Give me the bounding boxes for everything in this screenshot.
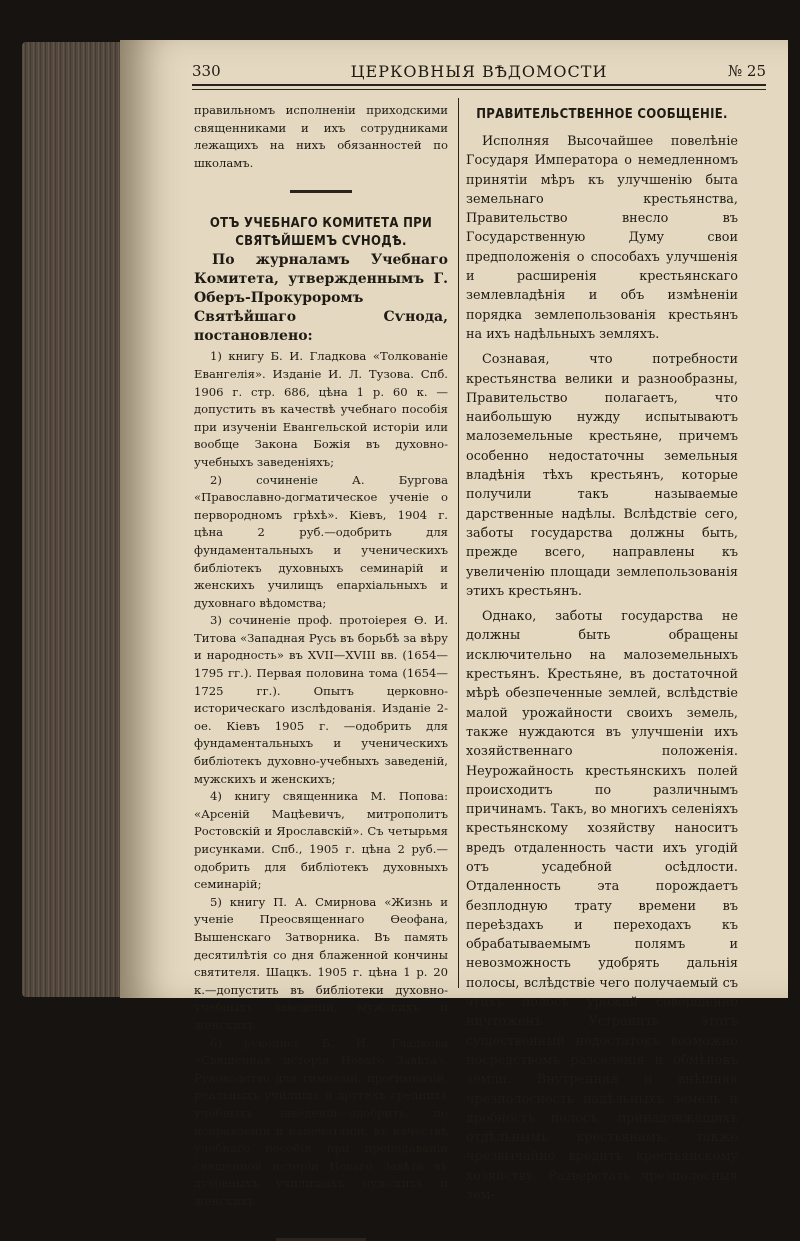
page-number: 330 <box>192 62 221 80</box>
document-page <box>120 40 788 1208</box>
list-item: 4) книгу священника М. Попова: «Арсеній Мацѣевичъ, митрополитъ Ростовскій и Ярославскій». Съ четырьмя рисунками. Спб., 1905 г. цѣна 2 руб.—одобрить для библіотекъ духовныхъ семинарій; <box>194 789 448 892</box>
section-separator <box>290 190 352 193</box>
paragraph: Сознавая, что потребности крестьянства велики и разнообразны, Правительство полагаетъ, что наибольшую нужду испытываютъ малоземельные крестьяне, причемъ особенно недостаточны земельныя владѣнія тѣхъ крестьянъ, которые получили такъ называемые дарственные надѣлы. Вслѣдствіе сего, заботы государства должны быть, прежде всего, направлены къ увеличенію площади землепользованія этихъ крестьянъ. <box>466 352 738 599</box>
page-header <box>192 60 766 86</box>
issue-number: № 25 <box>727 62 766 80</box>
book-page-edges <box>22 42 128 997</box>
paragraph: Однако, заботы государства не должны быть обращены исключительно на малоземельныхъ крестьянъ. Крестьяне, въ достаточной мѣрѣ обезпеченные землей, вслѣдствіе малой урожайности своихъ земель, также нуждаются въ улучшеніи ихъ хозяйственнаго положенія. Неурожайность крестьянскихъ полей происходитъ по различнымъ причинамъ. Такъ, во многихъ селеніяхъ крестьянскому хозяйству наноситъ вредъ отдаленность части ихъ угодій отъ усадебной осѣдлости. Отдаленность эта порождаетъ безплодную трату времени въ переѣздахъ и переходахъ къ обрабатываемымъ полямъ и невозможность удобрять дальнія полосы, вслѣдствіе чего получаемый съ этихъ полосъ урожай совершенно ничтоженъ. Устранить этотъ существенный недостатокъ возможно посредствомъ разселенія и обмѣновъ земли. Внутренняя и внѣшняя чрезполосность надѣльныхъ земель и дробность полосъ, принадлежащихъ отдѣльнымъ крестьянамъ, также чрезвычайно вредитъ крестьянскому хозяйству. Разверстать чрезполосныя зем- <box>466 609 738 1204</box>
continuation-text: правильномъ исполненіи приходскими священниками и ихъ сотрудниками лежащихъ на нихъ обязанностей по школамъ. <box>194 103 448 170</box>
header-rule <box>192 89 766 90</box>
journal-title: ЦЕРКОВНЫЯ ВѢДОМОСТИ <box>350 62 608 81</box>
right-column <box>466 102 738 1205</box>
list-item: 5) книгу П. А. Смирнова «Жизнь и ученіе Преосвященнаго Ѳеофана, Вышенскаго Затворника. Въ память десятилѣтія со дня блаженной кончины святителя. Шацкъ. 1905 г. цѣна 1 р. 20 к.—допустить въ библіотеки духовно-учебныхъ заведеній, мужскихъ и женскихъ. <box>194 894 448 1032</box>
list-item: 2) сочиненіе А. Бургова «Православно-догматическое ученіе о первородномъ грѣхѣ». Кіевъ, 1904 г. цѣна 2 руб.—одобрить для фундаментальныхъ и ученическихъ библіотекъ духовныхъ семинарій и женскихъ училищъ епархіальныхъ и духовнаго вѣдомства; <box>194 472 448 610</box>
list-item: 3) сочиненіе проф. протоіерея Ѳ. И. Титова «Западная Русь въ борьбѣ за вѣру и народность» въ XVII—XVIII вв. (1654—1795 гг.). Первая половина тома (1654—1725 гг.). Опытъ церковно-историческаго изслѣдованія. Изданіе 2-ое. Кіевъ 1905 г. —одобрить для фундаментальныхъ и ученическихъ библіотекъ духовно-учебныхъ заведеній, мужскихъ и женскихъ; <box>194 613 448 786</box>
section-heading: ПРАВИТЕЛЬСТВЕННОЕ СООБЩЕНІЕ. <box>476 107 728 122</box>
paragraph: Исполняя Высочайшее повелѣніе Государя Императора о немедленномъ принятіи мѣръ къ улучшенію быта земельнаго крестьянства, Правительство внесло въ Государственную Думу свои предположенія о способахъ улучшенія и расширенія крестьянскаго землевладѣнія и объ измѣненіи порядка землепользованія крестьянъ на ихъ надѣльныхъ земляхъ. <box>466 134 738 342</box>
section-intro: По журналамъ Учебнаго Комитета, утвержденнымъ Г. Оберъ-Прокуроромъ Святѣйшаго Сѵнода, постановлено: <box>194 252 448 345</box>
section-heading: ОТЪ УЧЕБНАГО КОМИТЕТА ПРИ СВЯТѢЙШЕМЪ СѴНОДѢ. <box>209 216 433 250</box>
list-item: 6) рукопись Б. И. Гладкова «Священная исторія Новаго Завѣта». Руководство для гимназій, прогимназій, реальныхъ училищъ и другихъ среднихъ учебныхъ заведеній—одобрить, по исправленіи и напечатаніи, въ качествѣ учебнаго пособія при преподаваніи священной исторіи Новаго Завѣта въ духовныхъ училищахъ мужскихъ и женскихъ. <box>194 1035 448 1208</box>
column-divider <box>458 98 459 988</box>
left-column <box>194 102 448 1241</box>
list-item: 1) книгу Б. И. Гладкова «Толкованіе Евангелія». Изданіе И. Л. Тузова. Спб. 1906 г. стр. 686, цѣна 1 р. 60 к. — допустить въ качествѣ учебнаго пособія при изученіи Евангельской исторіи или вообще Закона Божія въ духовно-учебныхъ заведеніяхъ; <box>194 349 448 469</box>
